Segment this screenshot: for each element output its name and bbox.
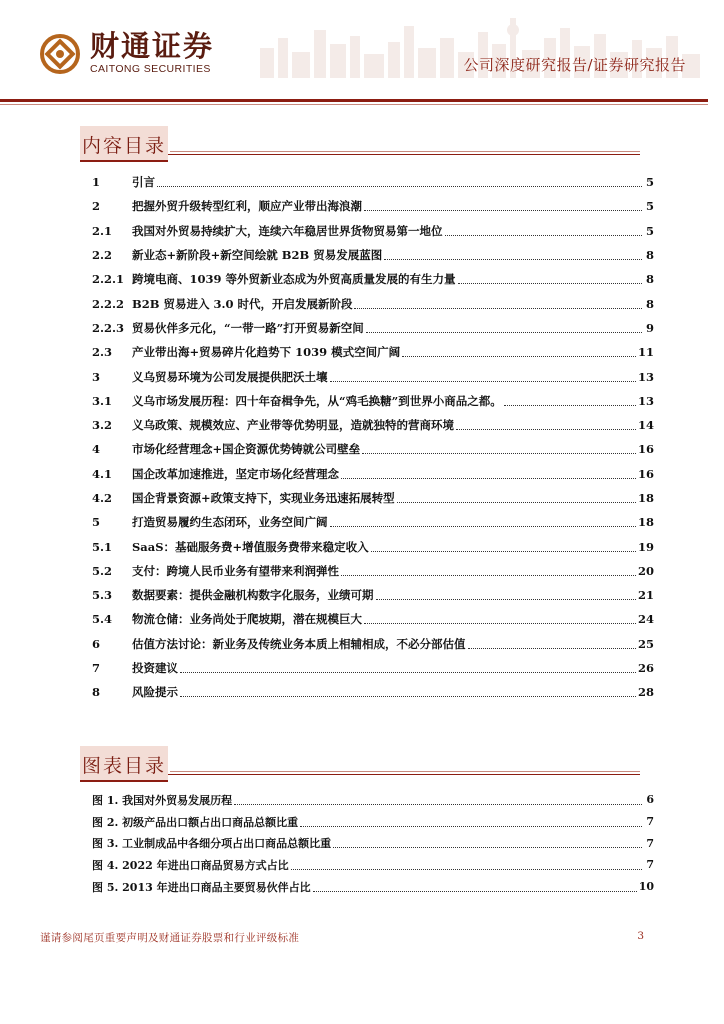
- toc-entry-title: 物流仓储：业务尚处于爬坡期，潜在规模巨大: [132, 612, 362, 627]
- figure-entry-title: 图 3. 工业制成品中各细分项占出口商品总额比重: [92, 837, 332, 851]
- figure-entry-title: 图 2. 初级产品出口额占出口商品总额比重: [92, 815, 299, 829]
- toc-heading: [80, 126, 640, 162]
- report-type-label: 公司深度研究报告/证券研究报告: [463, 56, 686, 74]
- figure-entry[interactable]: [92, 854, 654, 876]
- toc-entry-number: 1: [92, 175, 101, 190]
- toc-entry-page: 20: [637, 563, 654, 578]
- toc-entry-title: 投资建议: [132, 661, 178, 676]
- toc-entry[interactable]: [92, 291, 654, 315]
- toc-entry-title: SaaS：基础服务费+增值服务费带来稳定收入: [132, 539, 369, 554]
- toc-entry[interactable]: [92, 389, 654, 413]
- toc-leader-dots: [341, 478, 636, 479]
- toc-entry[interactable]: [92, 510, 654, 534]
- toc-entry[interactable]: [92, 316, 654, 340]
- toc-leader-dots: [402, 356, 636, 357]
- toc-entry[interactable]: [92, 413, 654, 437]
- toc-entry-page: 25: [637, 636, 654, 651]
- header-divider-thin: [0, 104, 708, 105]
- toc-entry[interactable]: [92, 219, 654, 243]
- toc-entry-page: 8: [645, 272, 654, 287]
- toc-entry[interactable]: [92, 534, 654, 558]
- toc-entry-number: 4.2: [92, 491, 113, 505]
- toc-entry-title: 引言: [132, 175, 155, 190]
- toc-entry-title: 国企背景资源+政策支持下，实现业务迅速拓展转型: [132, 491, 395, 505]
- toc-list: [92, 170, 654, 705]
- figure-entry[interactable]: [92, 811, 654, 833]
- toc-entry-number: 2.2.3: [92, 320, 125, 335]
- toc-entry-title: 产业带出海+贸易碎片化趋势下 1039 模式空间广阔: [132, 345, 401, 360]
- figure-entry-title: 图 4. 2022 年进出口商品贸易方式占比: [92, 858, 289, 872]
- toc-entry-title: B2B 贸易进入 3.0 时代，开启发展新阶段: [132, 296, 353, 311]
- toc-entry[interactable]: [92, 170, 654, 194]
- figures-list: [92, 789, 654, 897]
- toc-leader-dots: [354, 308, 642, 309]
- toc-leader-dots: [330, 526, 636, 527]
- page-header: [0, 0, 724, 110]
- toc-leader-dots: [376, 599, 636, 600]
- toc-entry-title: 新业态+新阶段+新空间绘就 B2B 贸易发展蓝图: [132, 248, 383, 263]
- toc-entry-number: 4: [92, 442, 101, 457]
- figure-leader-dots: [333, 847, 642, 848]
- toc-entry-number: 8: [92, 685, 101, 700]
- toc-entry[interactable]: [92, 267, 654, 291]
- toc-entry[interactable]: [92, 607, 654, 631]
- figures-heading-box: [80, 746, 168, 782]
- toc-entry-page: 9: [645, 320, 654, 335]
- toc-entry[interactable]: [92, 559, 654, 583]
- figure-leader-dots: [291, 869, 642, 870]
- toc-entry[interactable]: [92, 680, 654, 704]
- figure-entry[interactable]: [92, 789, 654, 811]
- toc-entry-number: 2.2.2: [92, 296, 125, 311]
- toc-entry-number: 2.3: [92, 345, 113, 360]
- figure-entry-title: 图 5. 2013 年进出口商品主要贸易伙伴占比: [92, 880, 311, 894]
- toc-entry[interactable]: [92, 632, 654, 656]
- toc-entry-title: 义乌市场发展历程：四十年奋楫争先，从“鸡毛换糖”到世界小商品之都。: [132, 393, 502, 408]
- toc-leader-dots: [384, 259, 642, 260]
- toc-entry-number: 2: [92, 199, 101, 214]
- toc-entry-page: 26: [637, 661, 654, 676]
- toc-entry-number: 5.2: [92, 563, 113, 578]
- toc-leader-dots: [341, 575, 636, 576]
- brand-name-chinese: 财通证券: [90, 29, 215, 63]
- toc-leader-dots: [458, 283, 642, 284]
- header-divider: [0, 99, 708, 102]
- figures-heading: [80, 746, 640, 782]
- toc-entry-number: 5.1: [92, 539, 113, 554]
- toc-entry[interactable]: [92, 340, 654, 364]
- toc-leader-dots: [364, 623, 636, 624]
- figure-entry-page: 7: [646, 858, 654, 872]
- toc-entry-title: 跨境电商、1039 等外贸新业态成为外贸高质量发展的有生力量: [132, 272, 456, 287]
- toc-entry-page: 18: [637, 515, 654, 530]
- toc-entry-page: 21: [637, 588, 654, 603]
- caitong-logo-icon: [40, 34, 80, 74]
- toc-entry-page: 5: [645, 223, 654, 238]
- toc-leader-dots: [445, 235, 643, 236]
- toc-entry-page: 5: [645, 199, 654, 214]
- toc-entry[interactable]: [92, 364, 654, 388]
- toc-leader-dots: [330, 381, 636, 382]
- toc-entry-title: 义乌政策、规模效应、产业带等优势明显，造就独特的营商环境: [132, 418, 454, 433]
- toc-entry-number: 2.1: [92, 223, 113, 238]
- toc-leader-dots: [157, 186, 642, 187]
- toc-entry-page: 8: [645, 296, 654, 311]
- toc-entry-title: 估值方法讨论：新业务及传统业务本质上相辅相成，不必分部估值: [132, 636, 466, 651]
- toc-entry-page: 16: [637, 442, 654, 457]
- figure-entry-title: 图 1. 我国对外贸易发展历程: [92, 793, 233, 807]
- toc-entry-title: 义乌贸易环境为公司发展提供肥沃土壤: [132, 369, 328, 384]
- toc-entry-title: 数据要素：提供金融机构数字化服务，业绩可期: [132, 588, 374, 603]
- toc-entry-number: 5.3: [92, 588, 113, 603]
- footer-page-number: 3: [637, 930, 644, 942]
- toc-entry[interactable]: [92, 583, 654, 607]
- toc-entry-number: 2.2.1: [92, 272, 125, 287]
- figure-entry-page: 7: [646, 836, 654, 850]
- toc-entry-page: 16: [637, 466, 654, 481]
- toc-entry-number: 3.2: [92, 418, 113, 433]
- toc-entry-page: 18: [637, 491, 654, 505]
- toc-entry-title: 支付：跨境人民币业务有望带来利润弹性: [132, 563, 339, 578]
- toc-entry-page: 24: [637, 612, 654, 627]
- toc-entry-number: 7: [92, 661, 101, 676]
- toc-entry[interactable]: [92, 243, 654, 267]
- toc-leader-dots: [362, 453, 636, 454]
- figure-leader-dots: [300, 826, 642, 827]
- toc-leader-dots: [371, 551, 636, 552]
- toc-entry[interactable]: [92, 486, 654, 510]
- toc-entry[interactable]: [92, 462, 654, 486]
- toc-leader-dots: [504, 405, 636, 406]
- toc-entry[interactable]: [92, 656, 654, 680]
- toc-entry-page: 19: [637, 539, 654, 554]
- toc-leader-dots: [468, 648, 636, 649]
- figure-leader-dots: [313, 891, 637, 892]
- figure-entry-page: 10: [638, 880, 654, 894]
- toc-leader-dots: [366, 332, 642, 333]
- toc-entry-title: 我国对外贸易持续扩大，连续六年稳居世界货物贸易第一地位: [132, 223, 443, 238]
- toc-entry-number: 5: [92, 515, 101, 530]
- figure-entry[interactable]: [92, 876, 654, 898]
- toc-entry-page: 14: [637, 418, 654, 433]
- toc-entry-page: 5: [645, 175, 654, 190]
- toc-entry-number: 3.1: [92, 393, 113, 408]
- figures-heading-title: 图表目录: [82, 755, 167, 777]
- toc-entry-title: 贸易伙伴多元化，“一带一路”打开贸易新空间: [132, 320, 364, 335]
- toc-leader-dots: [364, 210, 642, 211]
- toc-leader-dots: [397, 502, 636, 503]
- toc-entry-title: 风险提示: [132, 685, 178, 700]
- toc-entry-title: 打造贸易履约生态闭环，业务空间广阔: [132, 515, 328, 530]
- footer-disclaimer: 谨请参阅尾页重要声明及财通证券股票和行业评级标准: [40, 932, 300, 944]
- toc-entry-title: 把握外贸升级转型红利，顺应产业带出海浪潮: [132, 199, 362, 214]
- figure-entry-page: 6: [646, 793, 654, 807]
- toc-entry-page: 11: [637, 345, 654, 360]
- toc-leader-dots: [180, 696, 636, 697]
- toc-entry-page: 8: [645, 248, 654, 263]
- toc-entry-number: 4.1: [92, 466, 113, 481]
- toc-entry-title: 国企改革加速推进，坚定市场化经营理念: [132, 466, 339, 481]
- toc-entry-page: 28: [637, 685, 654, 700]
- toc-entry-number: 2.2: [92, 248, 113, 263]
- toc-entry-number: 3: [92, 369, 101, 384]
- toc-entry-number: 5.4: [92, 612, 113, 627]
- toc-heading-rule: [168, 154, 640, 155]
- toc-heading-title: 内容目录: [82, 135, 167, 157]
- toc-entry[interactable]: [92, 194, 654, 218]
- brand-name-english: CAITONG SECURITIES: [90, 63, 211, 75]
- toc-entry-number: 6: [92, 636, 101, 651]
- figure-entry[interactable]: [92, 832, 654, 854]
- figure-leader-dots: [234, 804, 642, 805]
- toc-leader-dots: [180, 672, 636, 673]
- toc-heading-box: [80, 126, 168, 162]
- toc-leader-dots: [456, 429, 636, 430]
- figure-entry-page: 7: [646, 815, 654, 829]
- figures-heading-rule: [168, 774, 640, 775]
- toc-entry[interactable]: [92, 437, 654, 461]
- toc-entry-page: 13: [637, 369, 654, 384]
- toc-entry-page: 13: [637, 393, 654, 408]
- toc-entry-title: 市场化经营理念+国企资源优势铸就公司壁垒: [132, 442, 361, 457]
